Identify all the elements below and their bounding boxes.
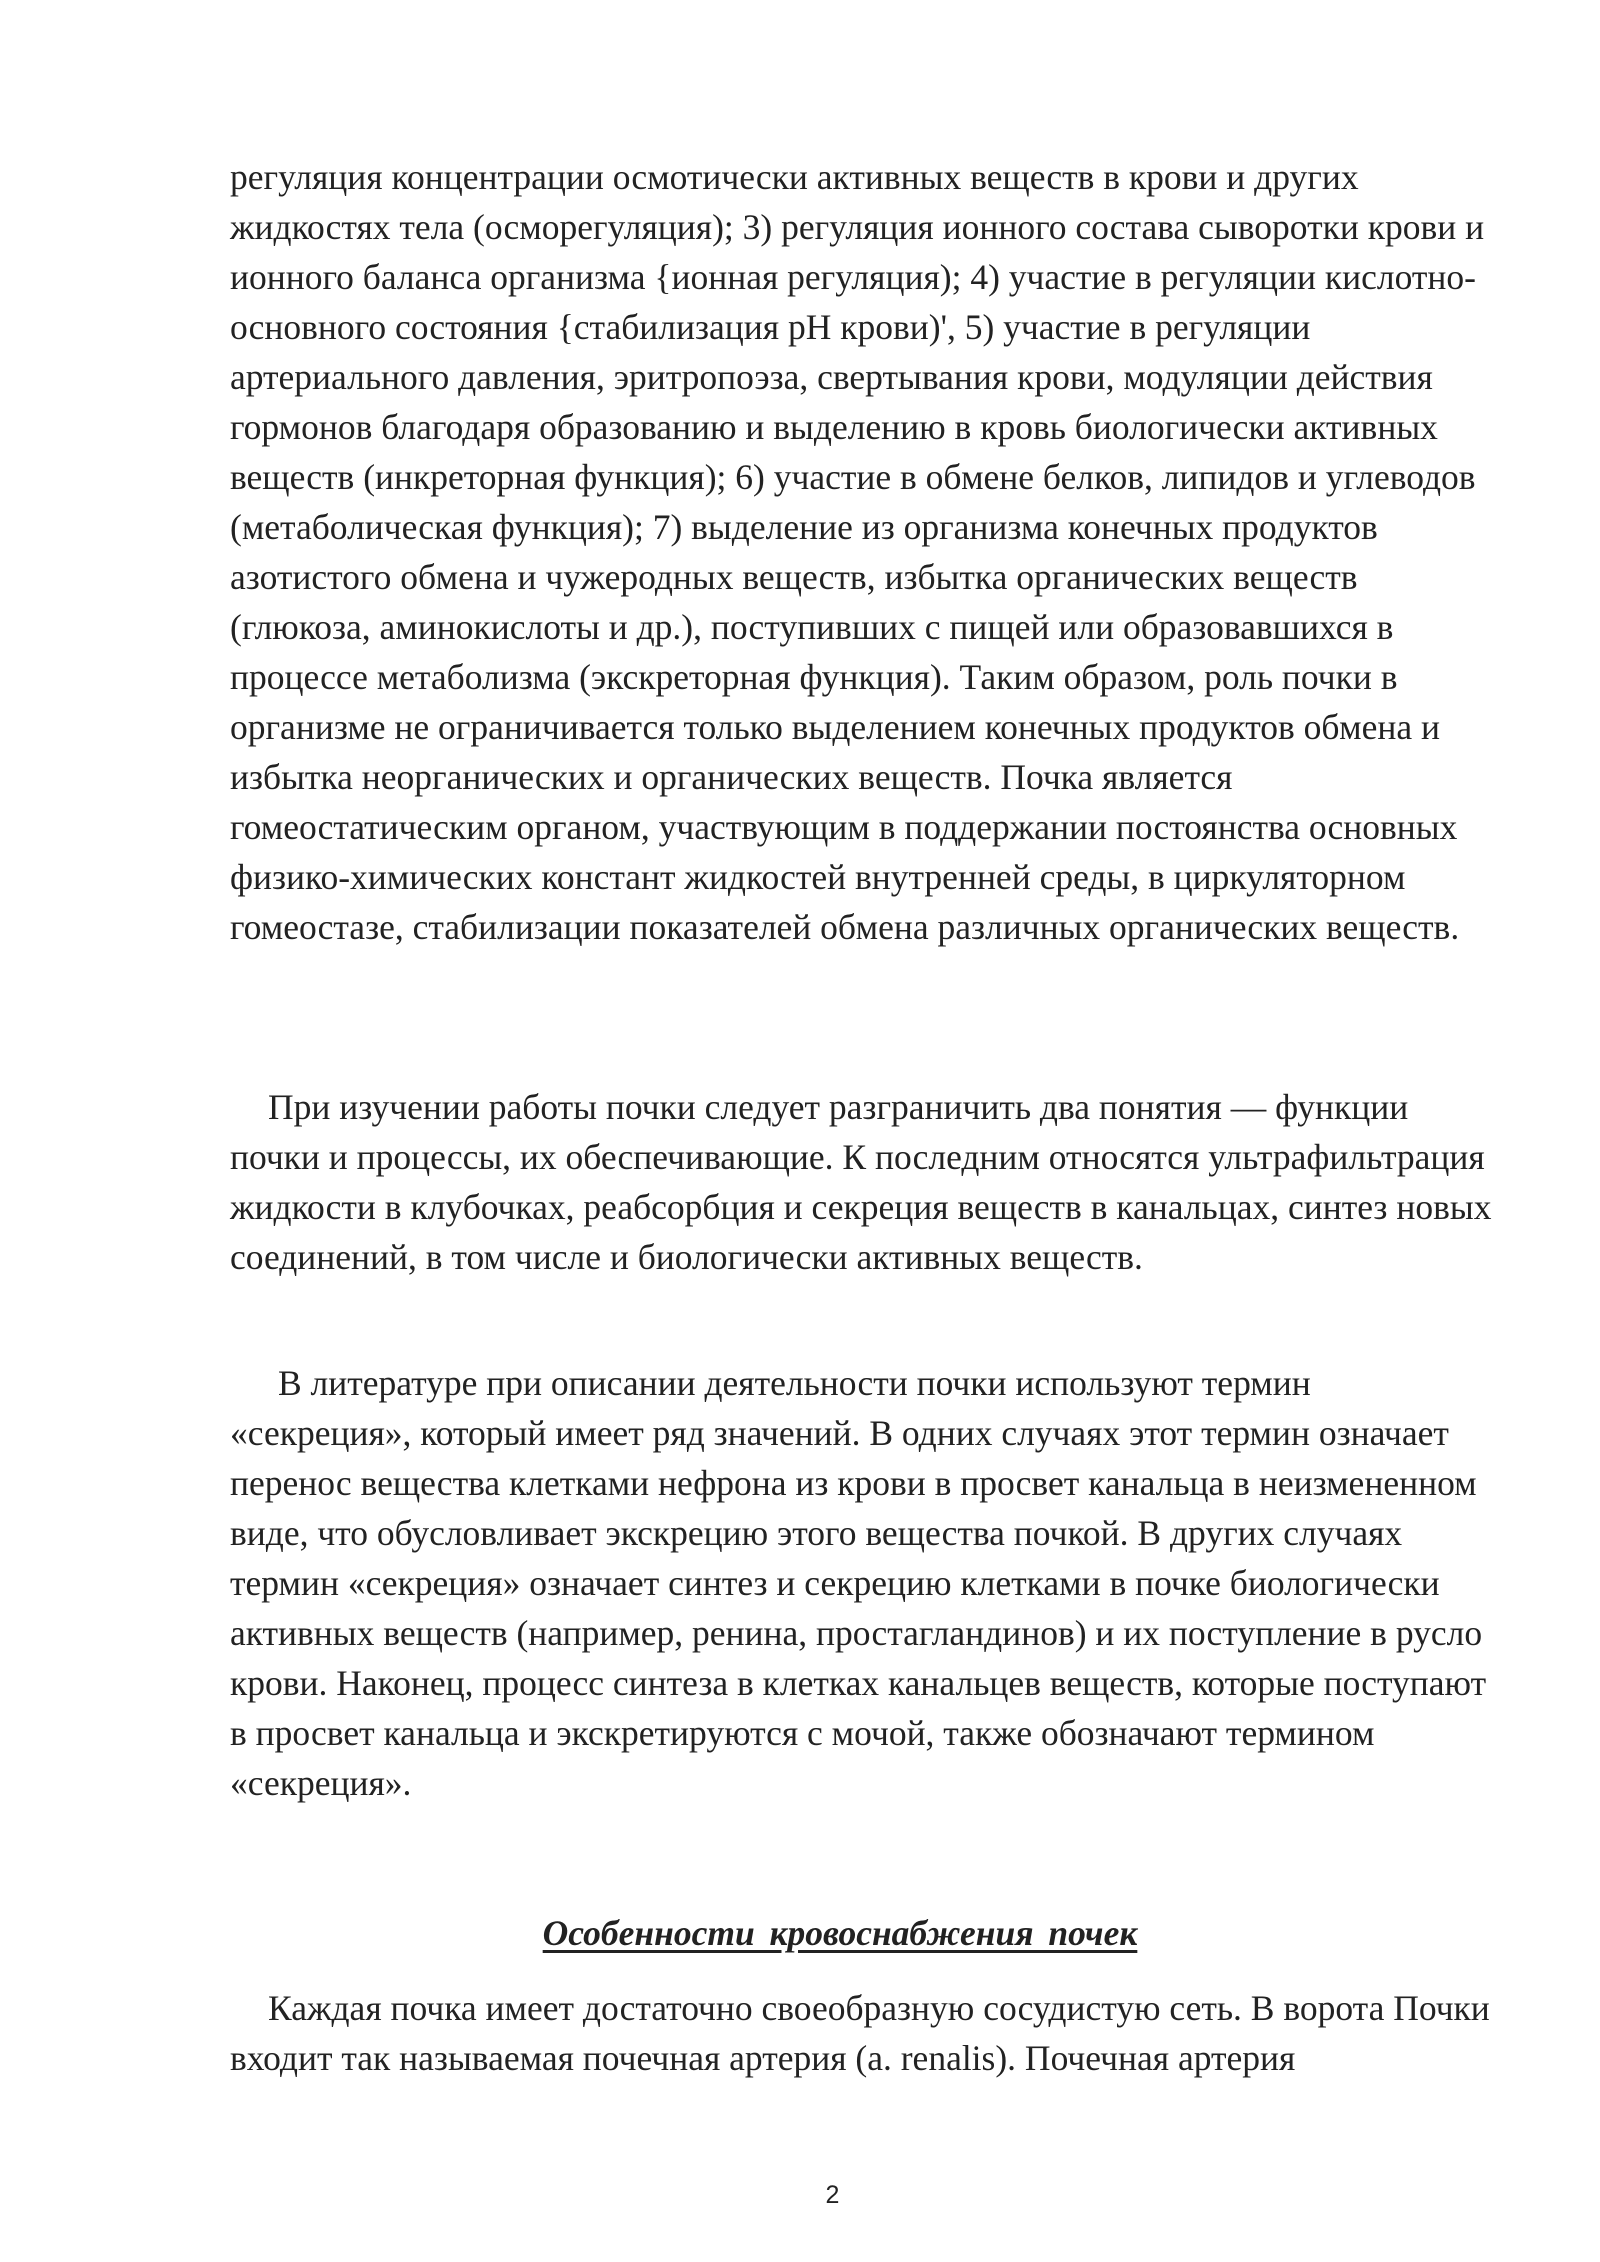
page-number: 2: [825, 2181, 840, 2209]
paragraph-kidney-processes: При изучении работы почки следует разграничить два понятия — функции почки и процессы, их обеспечивающие. К последним относятся ультрафильтрация жидкости в клубочках, реабсорбция и секреция веществ в канальцах, синтез новых соединений, в том числе и биологически активных веществ.: [230, 1087, 1492, 1277]
section-heading: Особенности кровоснабжения почек: [542, 1913, 1138, 1953]
paragraph-secretion-term: В литературе при описании деятельности почки используют термин «секреция», который имеет ряд значений. В одних случаях этот термин означает перенос вещества клетками нефрона из крови в просвет канальца в неизмененном виде, что обусловливает экскрецию этого вещества почкой. В других случаях термин «секреция» означает синтез и секрецию клетками в почке биологически активных веществ (например, ренина, простагландинов) и их поступление в русло крови. Наконец, процесс синтеза в клетках канальцев веществ, которые поступают в просвет канальца и экскретируются с мочой, также обозначают термином «секреция».: [230, 1363, 1487, 1803]
paragraph-blood-supply: Каждая почка имеет достаточно своеобразную сосудистую сеть. В ворота Почки входит так называемая почечная артерия (a. renalis). Почечная артерия: [230, 1988, 1490, 2078]
paragraph-kidney-functions: регуляция концентрации осмотически активных веществ в крови и других жидкостях тела (осморегуляция); 3) регуляция ионного состава сыворотки крови и ионного баланса организма {ионная регуляция); 4) участие в регуляции кислотно-основного состояния {стабилизация pH крови)', 5) участие в регуляции артериального давления, эритропоэза, свертывания крови, модуляции действия гормонов благодаря образованию и выделению в кровь биологически активных веществ (инкреторная функция); 6) участие в обмене белков, липидов и углеводов (метаболическая функция); 7) выделение из организма конечных продуктов азотистого обмена и чужеродных веществ, избытка органических веществ (глюкоза, аминокислоты и др.), поступивших с пищей или образовавшихся в процессе метаболизма (экскреторная функция). Таким образом, роль почки в организме не ограничивается только выделением конечных продуктов обмена и избытка неорганических и органических веществ. Почка является гомеостатическим органом, участвующим в поддержании постоянства основных физико-химических констант жидкостей внутренней среды, в циркуляторном гомеостазе, стабилизации показателей обмена различных органических веществ.: [230, 157, 1485, 947]
